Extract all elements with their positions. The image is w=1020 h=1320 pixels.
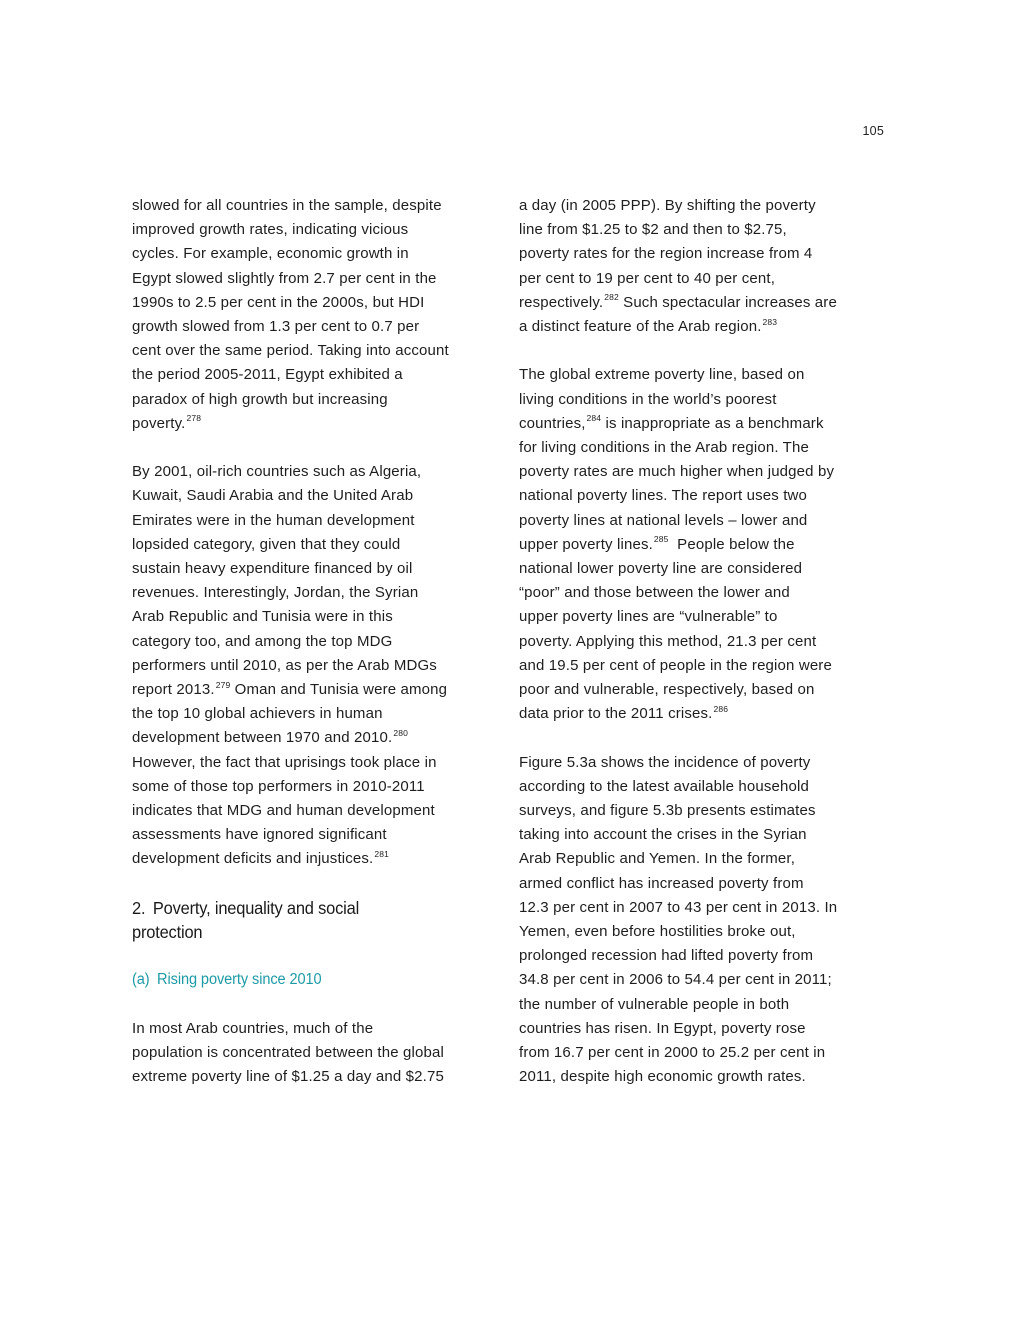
text-line: armed conflict has increased poverty from: [519, 874, 804, 892]
text-fragment: upper poverty lines.: [519, 535, 653, 553]
footnote-ref[interactable]: 285: [653, 534, 669, 545]
text-line: [519, 412, 887, 436]
text-fragment: development deficits and injustices.: [132, 850, 374, 868]
subsection-heading: [132, 968, 475, 992]
text-fragment: poverty.: [132, 414, 186, 432]
footnote-ref[interactable]: 281: [374, 849, 390, 860]
text-line: national poverty lines. The report uses two: [519, 487, 807, 505]
text-line: Egypt slowed slightly from 2.7 per cent in the: [132, 269, 437, 287]
text-line: [132, 678, 497, 702]
text-fragment: Such spectacular increases are: [618, 293, 837, 311]
footnote-ref[interactable]: 278: [186, 413, 202, 424]
text-line: according to the latest available household: [519, 777, 809, 795]
section-title: Poverty, inequality and social: [152, 897, 360, 918]
text-line: poverty rates are much higher when judged by: [519, 463, 835, 481]
text-line: category too, and among the top MDG: [132, 632, 393, 650]
text-line: slowed for all countries in the sample, despite: [132, 197, 442, 214]
text-line: Yemen, even before hostilities broke out,: [519, 923, 796, 941]
text-line: population is concentrated between the global: [132, 1044, 444, 1062]
text-line: performers until 2010, as per the Arab MDGs: [132, 656, 437, 674]
text-line: The global extreme poverty line, based on: [519, 366, 805, 384]
text-line: the top 10 global achievers in human: [132, 705, 383, 723]
text-line: from 16.7 per cent in 2000 to 25.2 per cent in: [519, 1044, 826, 1062]
text-line: In most Arab countries, much of the: [132, 1019, 374, 1037]
text-fragment: People below the: [668, 535, 795, 553]
text-line: [519, 702, 887, 726]
text-line: indicates that MDG and human development: [132, 802, 435, 820]
text-line: Arab Republic and Tunisia were in this: [132, 608, 393, 626]
footnote-ref[interactable]: 282: [604, 292, 619, 303]
section-heading-line: protection: [132, 922, 203, 943]
text-line: upper poverty lines are “vulnerable” to: [519, 608, 778, 626]
footnote-ref[interactable]: 283: [762, 316, 778, 327]
section-number: 2.: [132, 897, 146, 918]
text-line: By 2001, oil-rich countries such as Algeria,: [132, 463, 422, 481]
text-line: 1990s to 2.5 per cent in the 2000s, but HDI: [132, 293, 425, 311]
text-line: taking into account the crises in the Syrian: [519, 826, 807, 844]
text-line: and 19.5 per cent of people in the region were: [519, 656, 832, 674]
text-line: growth slowed from 1.3 per cent to 0.7 per: [132, 318, 420, 336]
text-line: poverty lines at national levels – lower and: [519, 511, 808, 529]
text-line: line from $1.25 to $2 and then to $2.75,: [519, 221, 787, 239]
text-line: revenues. Interestingly, Jordan, the Syrian: [132, 584, 419, 602]
text-line: surveys, and figure 5.3b presents estimates: [519, 802, 816, 820]
paragraph-oil-rich-countries: [132, 460, 497, 871]
text-line: per cent to 19 per cent to 40 per cent,: [519, 269, 776, 287]
subsection-title: Rising poverty since 2010: [157, 971, 322, 989]
text-line: Figure 5.3a shows the incidence of poverty: [519, 753, 811, 771]
text-line: [132, 847, 497, 871]
text-line: poverty rates for the region increase from 4: [519, 245, 813, 263]
text-fragment: data prior to the 2011 crises.: [519, 705, 713, 723]
text-line: [132, 726, 497, 750]
paragraph-hdi-growth: [132, 194, 497, 436]
text-line: the number of vulnerable people in both: [519, 995, 790, 1013]
paragraph-poverty-concentration: [132, 1017, 497, 1090]
text-line: 12.3 per cent in 2007 to 43 per cent in 2013. In: [519, 898, 838, 916]
text-line: Kuwait, Saudi Arabia and the United Arab: [132, 487, 414, 505]
text-line: a day (in 2005 PPP). By shifting the poverty: [519, 197, 816, 214]
text-line: living conditions in the world’s poorest: [519, 390, 777, 408]
page-number: 105: [862, 124, 884, 138]
text-line: the period 2005-2011, Egypt exhibited a: [132, 366, 403, 384]
text-line: 34.8 per cent in 2006 to 54.4 per cent in 2011;: [519, 971, 832, 989]
text-line: 2011, despite high economic growth rates.: [519, 1068, 806, 1086]
text-line: countries has risen. In Egypt, poverty rose: [519, 1019, 806, 1037]
text-fragment: report 2013.: [132, 681, 215, 699]
section-heading-line: [132, 896, 475, 920]
text-fragment: Oman and Tunisia were among: [230, 681, 448, 699]
text-line: [519, 533, 887, 557]
left-column: [132, 194, 497, 1089]
paragraph-poverty-line-shift: [519, 194, 887, 339]
text-line: national lower poverty line are considered: [519, 560, 803, 578]
text-line: lopsided category, given that they could: [132, 535, 401, 553]
text-line: [519, 291, 887, 315]
text-line: assessments have ignored significant: [132, 826, 387, 844]
text-line: “poor” and those between the lower and: [519, 584, 790, 602]
footnote-ref[interactable]: 286: [713, 703, 729, 714]
footnote-ref[interactable]: 279: [215, 679, 231, 690]
text-fragment: countries,: [519, 414, 586, 432]
text-line: some of those top performers in 2010-2011: [132, 777, 425, 795]
text-line: improved growth rates, indicating vicious: [132, 221, 409, 239]
text-line: cent over the same period. Taking into account: [132, 342, 449, 360]
paragraph-figure-5-3: [519, 751, 887, 1090]
text-fragment: is inappropriate as a benchmark: [601, 414, 824, 432]
subsection-letter: (a): [132, 971, 150, 989]
text-line: [519, 315, 887, 339]
text-line: sustain heavy expenditure financed by oil: [132, 560, 413, 578]
footnote-ref[interactable]: 280: [393, 728, 408, 739]
text-line: cycles. For example, economic growth in: [132, 245, 409, 263]
text-fragment: development between 1970 and 2010.: [132, 729, 393, 747]
text-line: poverty. Applying this method, 21.3 per cent: [519, 632, 817, 650]
text-fragment: a distinct feature of the Arab region.: [519, 318, 762, 336]
text-fragment: respectively.: [519, 293, 604, 311]
section-heading: [132, 896, 475, 944]
text-line: poor and vulnerable, respectively, based on: [519, 681, 815, 699]
footnote-ref[interactable]: 284: [586, 413, 602, 424]
text-line: extreme poverty line of $1.25 a day and $2.75: [132, 1068, 444, 1086]
text-line: prolonged recession had lifted poverty from: [519, 947, 814, 965]
text-line: for living conditions in the Arab region. The: [519, 439, 809, 457]
text-line: [132, 412, 497, 436]
paragraph-extreme-poverty-line: [519, 363, 887, 726]
text-line: paradox of high growth but increasing: [132, 390, 388, 408]
text-line: However, the fact that uprisings took place in: [132, 753, 437, 771]
text-line: Emirates were in the human development: [132, 511, 415, 529]
right-column: [519, 194, 887, 1089]
text-line: Arab Republic and Yemen. In the former,: [519, 850, 796, 868]
